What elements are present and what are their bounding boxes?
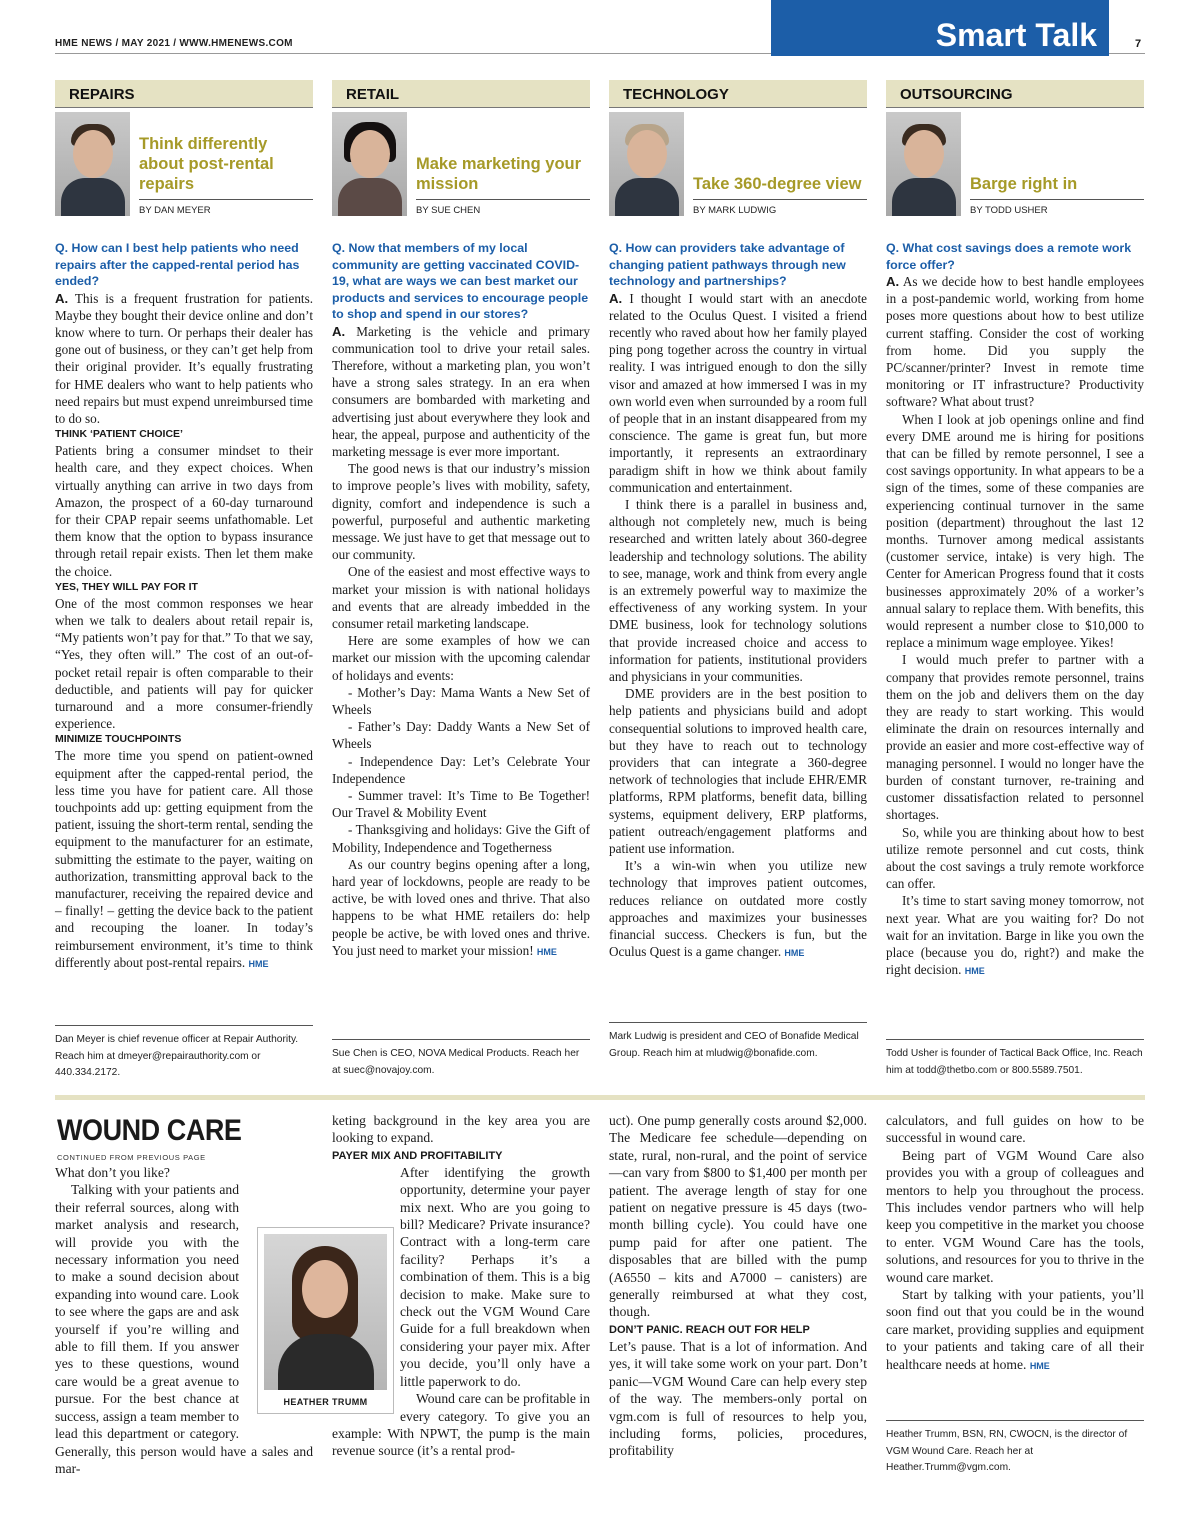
headline: Think differently about post-rental repairs xyxy=(139,135,274,193)
page-number: 7 xyxy=(1135,38,1142,50)
answer-label: A. xyxy=(886,274,900,289)
paragraph: Let’s pause. That is a lot of information. And yes, it will take some work on your part. Don’t panic—VGM Wound Care can help every step of the way. The members-only portal on vgm.com is full of resources to help you, including forms, policies, procedures, profitability xyxy=(609,1338,867,1459)
paragraph: Being part of VGM Wound Care also provides you with a group of colleagues and mentors to help you throughout the process. This includes vendor partners who will help keep you competitive in the market you choose to enter. VGM Wound Care has the tools, solutions, and resources for you to thrive in the wound care market. xyxy=(886,1147,1144,1285)
section-brand-box xyxy=(771,0,1109,56)
paragraph: Here are some examples of how we can market our mission with the upcoming calendar of holidays and events: xyxy=(332,633,590,683)
list-item: - Mother’s Day: Mama Wants a New Set of Wheels xyxy=(332,684,590,717)
article-body xyxy=(886,240,1144,980)
paragraph: The good news is that our industry’s mission to improve people’s lives with mobility, safety, dignity, comfort and independence is such a powerful, purposeful and authentic marketing message. We just have to get that message out to our community. xyxy=(332,461,590,563)
list-item: - Thanksgiving and holidays: Give the Gift of Mobility, Independence and Togetherness xyxy=(332,822,590,855)
article-header xyxy=(609,108,867,218)
article-header xyxy=(886,108,1144,218)
byline: BY SUE CHEN xyxy=(416,199,590,218)
section-label: REPAIRS xyxy=(55,80,313,108)
byline: BY DAN MEYER xyxy=(139,199,313,218)
section-label: OUTSOURCING xyxy=(886,80,1144,108)
headline: Barge right in xyxy=(970,175,1078,193)
headline: Make marketing your mission xyxy=(416,155,582,193)
paragraph: As our country begins opening after a long, hard year of lockdowns, people are ready to be active, be with loved ones and thrive. That also happens to be what HME retailers do: help people be active, be with loved ones and thrive. You just need to market your mission! xyxy=(332,856,590,958)
paragraph: uct). One pump generally costs around $2,000. The Medicare fee schedule—depending on state, rural, non-rural, and the point of service—can vary from $800 to $1,400 per month per patient. The average length of stay for one patient on negative pressure is 45 days (two-month billing cycle). You could have one pump paid for after one patient. The disposables that are billed with the pump (A6550 – kits and A7000 – canisters) are generally reimbursed at what they cost, though. xyxy=(609,1113,867,1320)
continued-note: CONTINUED FROM PREVIOUS PAGE xyxy=(57,1153,206,1162)
answer: I thought I would start with an anecdote related to the Oculus Quest. I visited a friend recently who raved about how her family played ping pong together across the country in virtual reality. I was intrigued enough to don the silly visor and amazed at how immersed I was in my own world even when surrounded by a room full of people that in an instant disappeared from my conscience. The game is great fun, but more importantly, it represents an extraordinary paradigm shift in how we think about family communication and entertainment. xyxy=(609,290,867,495)
masthead xyxy=(0,0,1200,60)
end-mark: HME xyxy=(964,966,985,977)
paragraph: Patients bring a consumer mindset to their health care, and they expect choices. When virtually anything can arrive in two days from Amazon, the prospect of a 60-day turnaround for their CPAP repair seems unfathomable. Let them know that the option to bypass insurance through retail repair exists. Then let them make the choice. xyxy=(55,443,313,579)
paragraph: One of the most common responses we hear when we talk to dealers about retail repair is, “My patients won’t pay for that.” To that we say, “Yes, they often will.” The cost of an out-of-pocket retail repair is often comparable to their deductible, and patients will pay for quicker turnaround and a more consumer-friendly experience. xyxy=(55,595,313,732)
paragraph: DME providers are in the best position to help patients and physicians build and adopt consequential solutions to improved health care, but they have to reach out to technology providers that can integrate a 360-degree network of technologies that include EHR/EMR platforms, RPM platforms, benefit data, billing systems, equipment delivery, ERP platforms, patient outreach/engagement platforms and patient use information. xyxy=(609,686,867,856)
byline: BY MARK LUDWIG xyxy=(693,199,867,218)
subhead: DON’T PANIC. REACH OUT FOR HELP xyxy=(609,1323,810,1336)
list-item: - Father’s Day: Daddy Wants a New Set of Wheels xyxy=(332,719,590,752)
section-brand: Smart Talk xyxy=(935,17,1097,53)
section-label: RETAIL xyxy=(332,80,590,108)
author-bio: Sue Chen is CEO, NOVA Medical Products. Reach her at suec@novajoy.com. xyxy=(332,1039,590,1079)
end-mark: HME xyxy=(784,948,805,959)
section-label: TECHNOLOGY xyxy=(609,80,867,108)
author-bio: Dan Meyer is chief revenue officer at Repair Authority. Reach him at dmeyer@repairauthority.com or 440.334.2172. xyxy=(55,1025,313,1082)
photo-caption: HEATHER TRUMM xyxy=(283,1397,368,1407)
list-item: - Summer travel: It’s Time to Be Together! Our Travel & Mobility Event xyxy=(332,787,590,821)
column-outsourcing xyxy=(886,80,1144,980)
end-mark: HME xyxy=(1029,1360,1050,1371)
wound-care-column-3 xyxy=(609,1112,867,1460)
author-bio: Mark Ludwig is president and CEO of Bonafide Medical Group. Reach him at mludwig@bonafide.com. xyxy=(609,1022,867,1062)
author-bio: Heather Trumm, BSN, RN, CWOCN, is the director of VGM Wound Care. Reach her at Heather.Trumm@vgm.com. xyxy=(886,1420,1144,1477)
subhead: MINIMIZE TOUCHPOINTS xyxy=(55,733,182,746)
paragraph: I think there is a parallel in business and, although not completely new, much is being researched and written lately about 360-degree leadership and technology solutions. The ability to see, manage, work and think from every angle is an extremely powerful way to maximize the effectiveness of any working system. In your DME business, look for technology solutions that provide increased choice and access to information for patients, institutional providers and physicians in your communities. xyxy=(609,496,867,684)
subhead: PAYER MIX AND PROFITABILITY xyxy=(332,1149,503,1162)
paragraph-text: After identifying the growth opportunity, determine your payer mix next. Who are you going to bill? Medicare? Private insurance? Contract with a long-term care facility? Perhaps it’s a combination of them. This is a big decision to make. Make sure to check out the VGM Wound Care Guide for a full breakdown when considering your payer mix. After you decide, you’ll only have a little paperwork to do. xyxy=(400,1164,590,1389)
paragraph: calculators, and full guides on how to be successful in wound care. xyxy=(886,1113,1144,1146)
paragraph: So, while you are thinking about how to best utilize remote personnel and cut costs, think about the cost savings a truly remote workforce can offer. xyxy=(886,824,1144,892)
paragraph: Start by talking with your patients, you’ll soon find out that you could be in the wound care market, providing supplies and equipment to your patients and taking care of all their healthcare needs at home. xyxy=(886,1287,1144,1372)
paragraph: keting background in the key area you are looking to expand. xyxy=(332,1113,590,1146)
portrait xyxy=(264,1234,387,1390)
paragraph: What don’t you like? xyxy=(55,1165,170,1180)
question: Q. What cost savings does a remote work force offer? xyxy=(886,241,1132,272)
paragraph: It’s time to start saving money tomorrow, not next year. What are you waiting for? Do not wait for an invitation. Barge in like you own the place (because you do, right?) and make the right decision. xyxy=(886,893,1144,978)
column-technology xyxy=(609,80,867,962)
section-divider xyxy=(55,1095,1145,1100)
column-repairs xyxy=(55,80,313,973)
answer: Marketing is the vehicle and primary communication tool to drive your retail sales. Therefore, without a marketing plan, you won’t have a strong sales strategy. In an era when consumers are bombarded with marketing and advertising just about everywhere they look and hear, the appeal, purpose and authenticity of the marketing message is ever more important. xyxy=(332,323,591,459)
article-header xyxy=(332,108,590,218)
subhead: THINK ‘PATIENT CHOICE’ xyxy=(55,428,183,441)
answer: This is a frequent frustration for patients. Maybe they bought their device online and don’t know where to turn. Or perhaps their dealer has gone out of business, or they can’t get help from their original provider. It’s equally frustrating for HME dealers who want to help patients who need repairs but must expend unreimbursed time to do so. xyxy=(55,290,314,426)
author-photo xyxy=(332,112,407,216)
subhead: YES, THEY WILL PAY FOR IT xyxy=(55,580,198,593)
publication-line: HME NEWS / MAY 2021 / WWW.HMENEWS.COM xyxy=(55,38,293,49)
question: Q. How can I best help patients who need repairs after the capped-rental period has ended? xyxy=(55,241,300,288)
paragraph: It’s a win-win when you utilize new technology that improves patient outcomes, reduces reliance on outdated more costly approaches and maximizes your businesses financial success. Checkers is fun, but the Oculus Quest is a game changer. xyxy=(609,858,867,960)
author-bio: Todd Usher is founder of Tactical Back Office, Inc. Reach him at todd@thetbo.com or 800.5589.7501. xyxy=(886,1039,1144,1079)
headline: Take 360-degree view xyxy=(693,175,862,193)
article-header xyxy=(55,108,313,218)
byline: BY TODD USHER xyxy=(970,199,1144,218)
paragraph: Wound care can be profitable in every category. To give you an example: With NPWT, the pump is the main revenue source (it’s a rental prod- xyxy=(332,1391,590,1459)
paragraph: When I look at job openings online and find every DME around me is hiring for positions that can be filled by remote personnel, I see a cost savings opportunity. In what appears to be a sign of the times, some of these companies are experiencing continual turnover in the same position (department) throughout the last 12 months. Turnover among medical assistants (customer service, intake) is very high. The Center for American Progress found that it costs businesses approximately 20% of a worker’s annual salary to replace them. With benefits, this would represent a number close to $10,000 to replace a minimum wage employee. Yikes! xyxy=(886,411,1144,651)
end-mark: HME xyxy=(536,946,557,957)
list-item: - Independence Day: Let’s Celebrate Your Independence xyxy=(332,753,590,786)
end-mark: HME xyxy=(248,958,269,969)
article-body xyxy=(55,240,313,973)
author-photo-heather xyxy=(257,1227,394,1414)
question: Q. How can providers take advantage of changing patient pathways through new technology and partnerships? xyxy=(609,241,846,288)
author-photo xyxy=(609,112,684,216)
wound-care-title: WOUND CARE xyxy=(57,1114,242,1147)
answer-label: A. xyxy=(55,290,69,306)
paragraph-text: Talking with your patients and their referral sources, along with market analysis and research, will provide you with the necessary information you need to make a sound decision about expanding into wound care. Look to see where the gaps are and ask yourself if you’re willing and able to fill them. If you answer yes to these questions, wound care would be a great avenue to pursue. For the best chance at success, assign a team member to lead this department or category. Generally, this person would have a sales and mar- xyxy=(55,1182,313,1476)
answer-label: A. xyxy=(332,323,346,339)
answer: As we decide how to best handle employees in a post-pandemic world, working from home poses more questions about how to best utilize current staffing. Consider the cost of working from home. Did you supply the PC/scanner/printer? Invest in remote time monitoring or IT infrastructure? Productivity software? What about trust? xyxy=(886,274,1145,410)
answer-label: A. xyxy=(609,290,623,306)
author-photo xyxy=(55,112,130,216)
article-body xyxy=(609,240,867,962)
wound-care-column-4 xyxy=(886,1112,1144,1375)
column-retail xyxy=(332,80,590,961)
paragraph: I would much prefer to partner with a company that provides remote personnel, trains them on the job and delivers them on the day they are ready to start working. This would eliminate the drain on resources internally and provide an easier and more cost-effective way of managing personnel. I would no longer have the burden of constant turnover, re-training and customer dissatisfaction related to personnel shortages. xyxy=(886,652,1144,823)
author-photo xyxy=(886,112,961,216)
question: Q. Now that members of my local community are getting vaccinated COVID-19, what are ways we can best market our products and services to encourage people to shop and spend in our stores? xyxy=(332,241,589,321)
article-body xyxy=(332,240,590,961)
paragraph: The more time you spend on patient-owned equipment after the capped-rental period, the less time you have for patient care. All those touchpoints add up: getting equipment from the patient, issuing the short-term rental, sending the equipment to the manufacturer for an estimate, submitting the estimate to the payer, waiting on authorization, transmitting approval back to the manufacturer, receiving the repaired device and – finally! – getting the device back to the patient and recouping the loaner. In today’s reimbursement environment, it’s time to think differently about post-rental repairs. xyxy=(55,748,313,970)
paragraph: One of the easiest and most effective ways to market your mission is with national holidays and events that are already imbedded in the consumer retail marketing landscape. xyxy=(332,564,590,631)
